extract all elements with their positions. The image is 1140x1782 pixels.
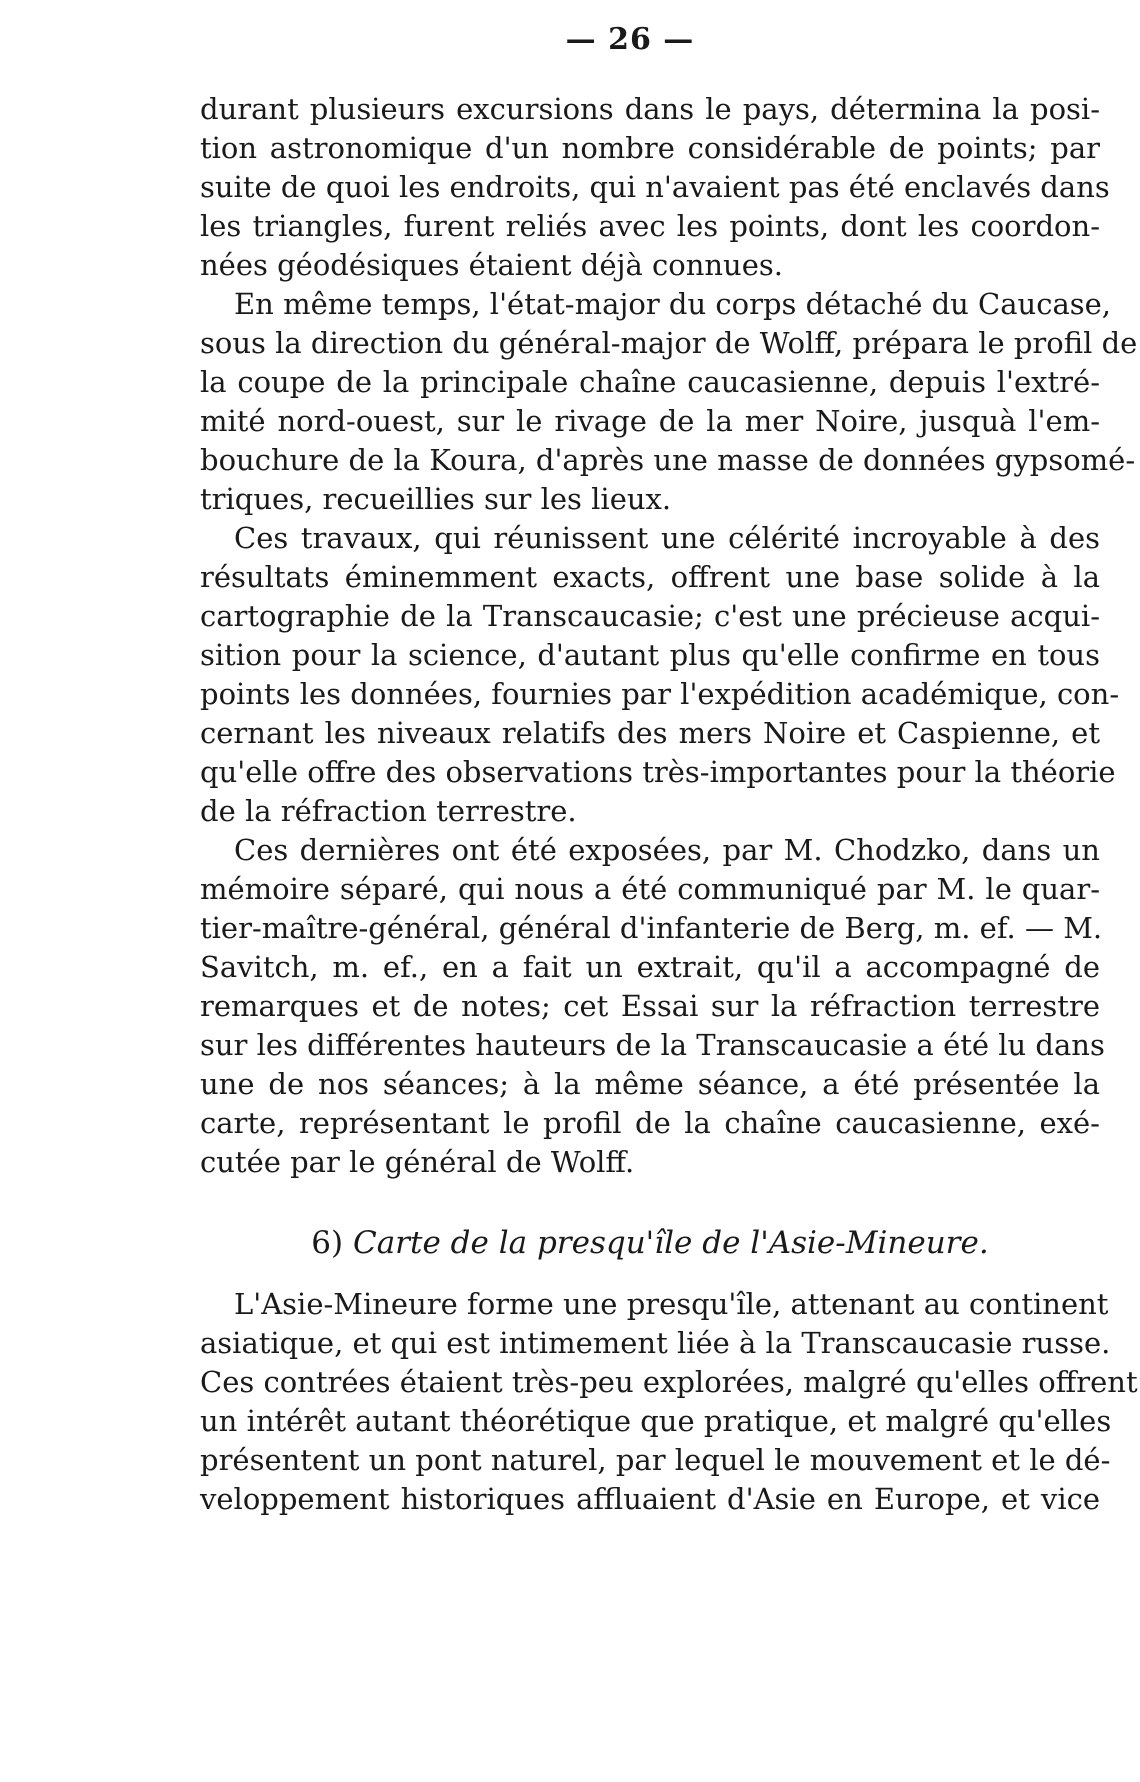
text-line: carte, représentant le profil de la chaîne caucasienne, exé- bbox=[200, 1106, 1100, 1140]
text-line: sur les différentes hauteurs de la Transcaucasie a été lu dans bbox=[200, 1028, 1105, 1062]
text-line: qu'elle offre des observations très-importantes pour la théorie bbox=[200, 755, 1116, 789]
text-line: résultats éminemment exacts, offrent une base solide à la bbox=[200, 560, 1100, 594]
text-line: Savitch, m. ef., en a fait un extrait, qu'il a accompagné de bbox=[200, 950, 1100, 984]
text-line: de la réfraction terrestre. bbox=[200, 794, 577, 828]
text-line: mité nord-ouest, sur le rivage de la mer Noire, jusquà l'em- bbox=[200, 404, 1100, 438]
text-line: tion astronomique d'un nombre considérable de points; par bbox=[200, 131, 1100, 165]
text-line: asiatique, et qui est intimement liée à la Transcaucasie russe. bbox=[200, 1326, 1111, 1360]
text-line: bouchure de la Koura, d'après une masse de données gypsomé- bbox=[200, 443, 1136, 477]
text-line: sous la direction du général-major de Wolff, prépara le profil de bbox=[200, 326, 1138, 360]
text-line: mémoire séparé, qui nous a été communiqué par M. le quar- bbox=[200, 872, 1100, 906]
text-line: Ces contrées étaient très-peu explorées, malgré qu'elles offrent bbox=[200, 1365, 1138, 1399]
text-line: cutée par le général de Wolff. bbox=[200, 1145, 635, 1179]
text-line: Ces travaux, qui réunissent une célérité incroyable à des bbox=[234, 521, 1100, 555]
paragraph-3 bbox=[200, 519, 1120, 831]
text-line: les triangles, furent reliés avec les points, dont les coordon- bbox=[200, 209, 1100, 243]
text-line: En même temps, l'état-major du corps détaché du Caucase, bbox=[234, 287, 1111, 321]
body-text-top bbox=[200, 90, 1138, 1182]
section-number: 6) bbox=[311, 1225, 344, 1261]
text-line: sition pour la science, d'autant plus qu'elle confirme en tous bbox=[200, 638, 1100, 672]
text-line: suite de quoi les endroits, qui n'avaient pas été enclavés dans bbox=[200, 170, 1110, 204]
text-line: points les données, fournies par l'expédition académique, con- bbox=[200, 677, 1120, 711]
paragraph-5 bbox=[200, 1285, 1138, 1519]
page-number: — 26 — bbox=[565, 22, 695, 57]
text-line: durant plusieurs excursions dans le pays, détermina la posi- bbox=[200, 92, 1100, 126]
text-line: un intérêt autant théorétique que pratique, et malgré qu'elles bbox=[200, 1404, 1112, 1438]
text-line: une de nos séances; à la même séance, a été présentée la bbox=[200, 1067, 1100, 1101]
text-line: Ces dernières ont été exposées, par M. Chodzko, dans un bbox=[234, 833, 1100, 867]
section-heading bbox=[80, 1225, 1140, 1261]
text-line: L'Asie-Mineure forme une presqu'île, attenant au continent bbox=[234, 1287, 1109, 1321]
section-title: Carte de la presqu'île de l'Asie-Mineure. bbox=[352, 1225, 989, 1261]
text-line: la coupe de la principale chaîne caucasienne, depuis l'extré- bbox=[200, 365, 1100, 399]
text-line: cartographie de la Transcaucasie; c'est une précieuse acqui- bbox=[200, 599, 1100, 633]
text-line: présentent un pont naturel, par lequel le mouvement et le dé- bbox=[200, 1443, 1111, 1477]
text-line: tier-maître-général, général d'infanterie de Berg, m. ef. — M. bbox=[200, 911, 1103, 945]
paragraph-1 bbox=[200, 90, 1110, 285]
text-line: veloppement historiques affluaient d'Asie en Europe, et vice bbox=[200, 1482, 1100, 1516]
text-line: nées géodésiques étaient déjà connues. bbox=[200, 248, 783, 282]
text-line: triques, recueillies sur les lieux. bbox=[200, 482, 672, 516]
paragraph-4 bbox=[200, 831, 1105, 1182]
text-line: remarques et de notes; cet Essai sur la réfraction terrestre bbox=[200, 989, 1100, 1023]
body-text-bottom bbox=[200, 1285, 1138, 1519]
text-line: cernant les niveaux relatifs des mers Noire et Caspienne, et bbox=[200, 716, 1100, 750]
paragraph-2 bbox=[200, 285, 1138, 519]
